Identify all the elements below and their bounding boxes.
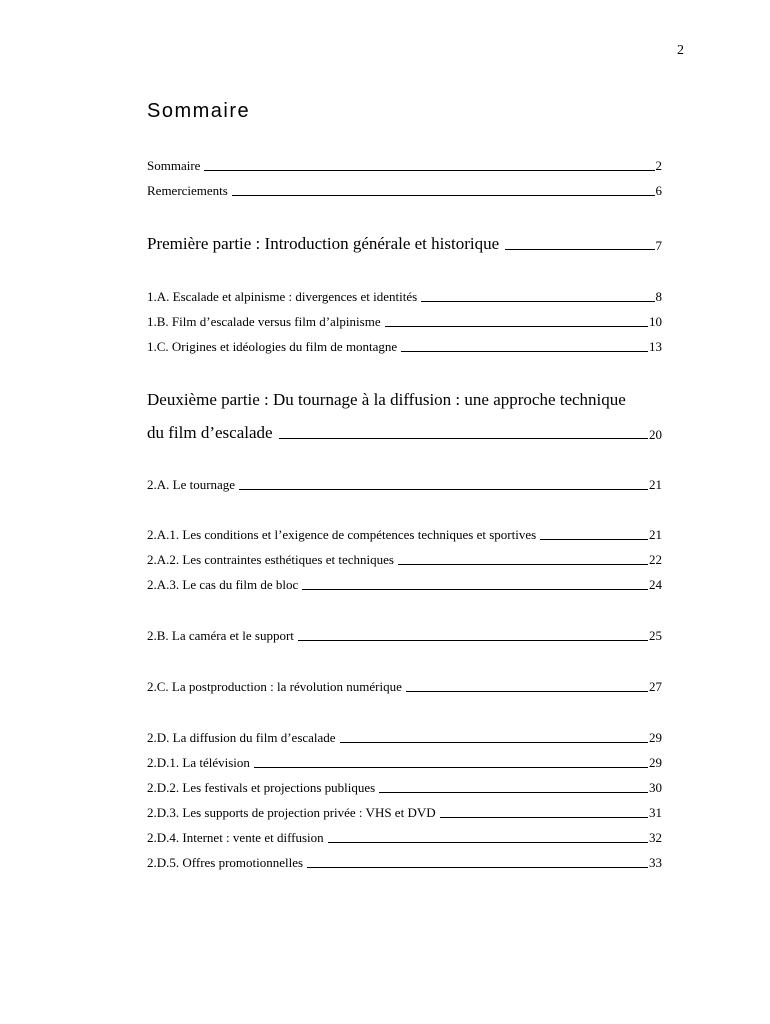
toc-entry-2d5[interactable] (147, 853, 662, 871)
toc-entry-1c[interactable] (147, 337, 662, 355)
toc-entry-2a1[interactable] (147, 525, 662, 543)
dot-leader (340, 742, 648, 743)
toc-entry-2b[interactable] (147, 626, 662, 644)
toc-entry-label: 2.C. La postproduction : la révolution numérique (147, 679, 402, 694)
toc-entry-label: Sommaire (147, 158, 201, 173)
toc-entry-page: 6 (655, 183, 662, 198)
page-number: 2 (677, 43, 684, 58)
toc-entry-label: 2.D. La diffusion du film d’escalade (147, 730, 336, 745)
toc-entry-sommaire[interactable] (147, 156, 662, 174)
toc-entry-2d4[interactable] (147, 828, 662, 846)
dot-leader (406, 691, 648, 692)
toc-entry-label: 2.B. La caméra et le support (147, 628, 294, 643)
toc-entry-page: 24 (649, 577, 662, 592)
dot-leader (328, 842, 648, 843)
toc-entry-label: 2.A.1. Les conditions et l’exigence de compétences techniques et sportives (147, 527, 537, 542)
toc-entry-page: 20 (649, 427, 662, 442)
dot-leader (440, 817, 648, 818)
dot-leader (279, 438, 648, 439)
toc-entry-page: 21 (649, 527, 662, 542)
toc-entry-label: 2.D.3. Les supports de projection privée : VHS et DVD (147, 805, 436, 820)
toc-entry-2a2[interactable] (147, 550, 662, 568)
dot-leader (239, 489, 648, 490)
toc-entry-label: Remerciements (147, 183, 228, 198)
toc-entry-label: 2.D.5. Offres promotionnelles (147, 855, 304, 870)
toc-entry-2d1[interactable] (147, 753, 662, 771)
toc-entry-page: 8 (655, 289, 662, 304)
dot-leader (302, 589, 648, 590)
toc-entry-partie-2[interactable] (147, 421, 662, 443)
toc-entry-label: 2.D.4. Internet : vente et diffusion (147, 830, 324, 845)
toc-entry-page: 29 (649, 730, 662, 745)
dot-leader (254, 767, 648, 768)
toc-entry-page: 22 (649, 552, 662, 567)
toc-entry-label: 2.A. Le tournage (147, 477, 236, 492)
toc-entry-2a[interactable] (147, 475, 662, 493)
toc-entry-page: 29 (649, 755, 662, 770)
toc-entry-label: 1.A. Escalade et alpinisme : divergences et identités (147, 289, 418, 304)
toc-entry-page: 10 (649, 314, 662, 329)
toc-entry-partie-1[interactable] (147, 232, 662, 254)
toc-entry-1a[interactable] (147, 287, 662, 305)
toc-entry-label: 2.A.2. Les contraintes esthétiques et techniques (147, 552, 394, 567)
toc-entry-remerciements[interactable] (147, 181, 662, 199)
toc-entry-label: 2.D.2. Les festivals et projections publiques (147, 780, 376, 795)
toc-entry-page: 27 (649, 679, 662, 694)
toc-entry-label: 1.C. Origines et idéologies du film de montagne (147, 339, 398, 354)
dot-leader (398, 564, 648, 565)
toc-entry-page: 31 (649, 805, 662, 820)
toc-entry-page: 25 (649, 628, 662, 643)
toc-entry-page: 21 (649, 477, 662, 492)
toc-entry-label: 2.A.3. Le cas du film de bloc (147, 577, 299, 592)
dot-leader (379, 792, 648, 793)
toc-entry-2d[interactable] (147, 728, 662, 746)
toc-entry-2d3[interactable] (147, 803, 662, 821)
toc-entry-page: 13 (649, 339, 662, 354)
toc-entry-2a3[interactable] (147, 575, 662, 593)
toc-entry-2c[interactable] (147, 677, 662, 695)
page-title: Sommaire (147, 100, 251, 122)
dot-leader (307, 867, 648, 868)
dot-leader (421, 301, 654, 302)
dot-leader (204, 170, 654, 171)
dot-leader (540, 539, 648, 540)
dot-leader (385, 326, 648, 327)
toc-entry-page: 33 (649, 855, 662, 870)
toc-part-2-title-line[interactable]: Deuxième partie : Du tournage à la diffusion : une approche technique (147, 390, 626, 409)
toc-entry-page: 7 (655, 238, 662, 253)
dot-leader (232, 195, 655, 196)
toc-entry-label: Première partie : Introduction générale et historique (147, 234, 500, 253)
toc-entry-2d2[interactable] (147, 778, 662, 796)
toc-entry-label: 1.B. Film d’escalade versus film d’alpinisme (147, 314, 381, 329)
toc-entry-label: 2.D.1. La télévision (147, 755, 250, 770)
toc-entry-page: 32 (649, 830, 662, 845)
toc-entry-page: 2 (655, 158, 662, 173)
toc-entry-page: 30 (649, 780, 662, 795)
dot-leader (401, 351, 648, 352)
toc-entry-1b[interactable] (147, 312, 662, 330)
dot-leader (505, 249, 654, 250)
dot-leader (298, 640, 648, 641)
toc-entry-label: du film d’escalade (147, 423, 273, 442)
